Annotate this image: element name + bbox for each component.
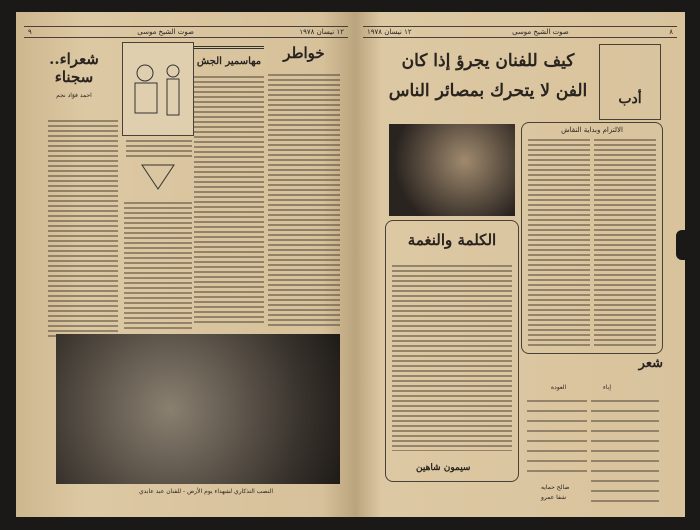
column-text-khawater xyxy=(268,74,340,329)
side-article-title: الالتزام وبداية النقاش xyxy=(561,126,623,134)
poem-title xyxy=(30,50,118,99)
column-title-khawater: خواطر xyxy=(283,44,325,62)
page-header xyxy=(363,26,677,38)
poetry-title: شعر xyxy=(638,356,663,371)
paper-name: صوت الشيخ موسى xyxy=(512,28,569,36)
poem1-title: إباء xyxy=(603,384,611,391)
memorial-photo xyxy=(56,334,340,484)
poem1-author: شفا عمرو xyxy=(541,494,567,501)
poem-text xyxy=(48,120,118,340)
cartoon-caption xyxy=(126,140,192,160)
date: ١٢ نيسان ١٩٧٨ xyxy=(367,28,412,36)
right-page xyxy=(355,12,685,517)
cartoon-column-text xyxy=(124,202,192,332)
article-author: سيمون شاهين xyxy=(416,463,471,473)
side-article-text xyxy=(528,139,656,349)
headline-line1: كيف للفنان يجرؤ إذا كان xyxy=(401,51,575,71)
page-number: ٨ xyxy=(669,28,673,36)
date: ١٢ نيسان ١٩٧٨ xyxy=(299,28,344,36)
column-title: مهاسمير الجش xyxy=(196,56,262,67)
poem2-text xyxy=(527,400,587,480)
article-text xyxy=(392,265,512,451)
photo-caption: النصب التذكاري لشهداء يوم الأرض - للفنان عبد عابدي xyxy=(138,488,274,495)
literature-section-logo: أدب xyxy=(599,44,661,120)
poem-author: احمد فؤاد نجم xyxy=(56,92,92,99)
poem1-text xyxy=(591,400,659,504)
poem-title-line1: شعراء.. xyxy=(49,50,99,68)
cartoon-drawing-icon xyxy=(123,43,193,135)
art-illustration xyxy=(389,124,515,216)
triangle-ornament-icon xyxy=(141,164,175,190)
paper-name: صوت الشيخ موسى xyxy=(137,28,194,36)
left-page xyxy=(16,12,356,517)
page-number: ٩ xyxy=(28,28,32,36)
page-tear xyxy=(676,230,690,260)
side-article xyxy=(521,122,663,354)
cartoon xyxy=(122,42,194,136)
article-box xyxy=(385,220,519,482)
page-header xyxy=(24,26,348,38)
poem-title-line2: سجناء xyxy=(54,68,94,86)
poem2-author: صالح حمايه xyxy=(541,484,570,491)
headline-line2: الفن لا يتحرك بمصائر الناس xyxy=(388,81,588,101)
headline xyxy=(383,46,593,106)
poem2-title: العودة xyxy=(551,384,567,391)
column-text xyxy=(194,76,264,326)
article-title: الكلمة والنغمة xyxy=(407,231,497,249)
